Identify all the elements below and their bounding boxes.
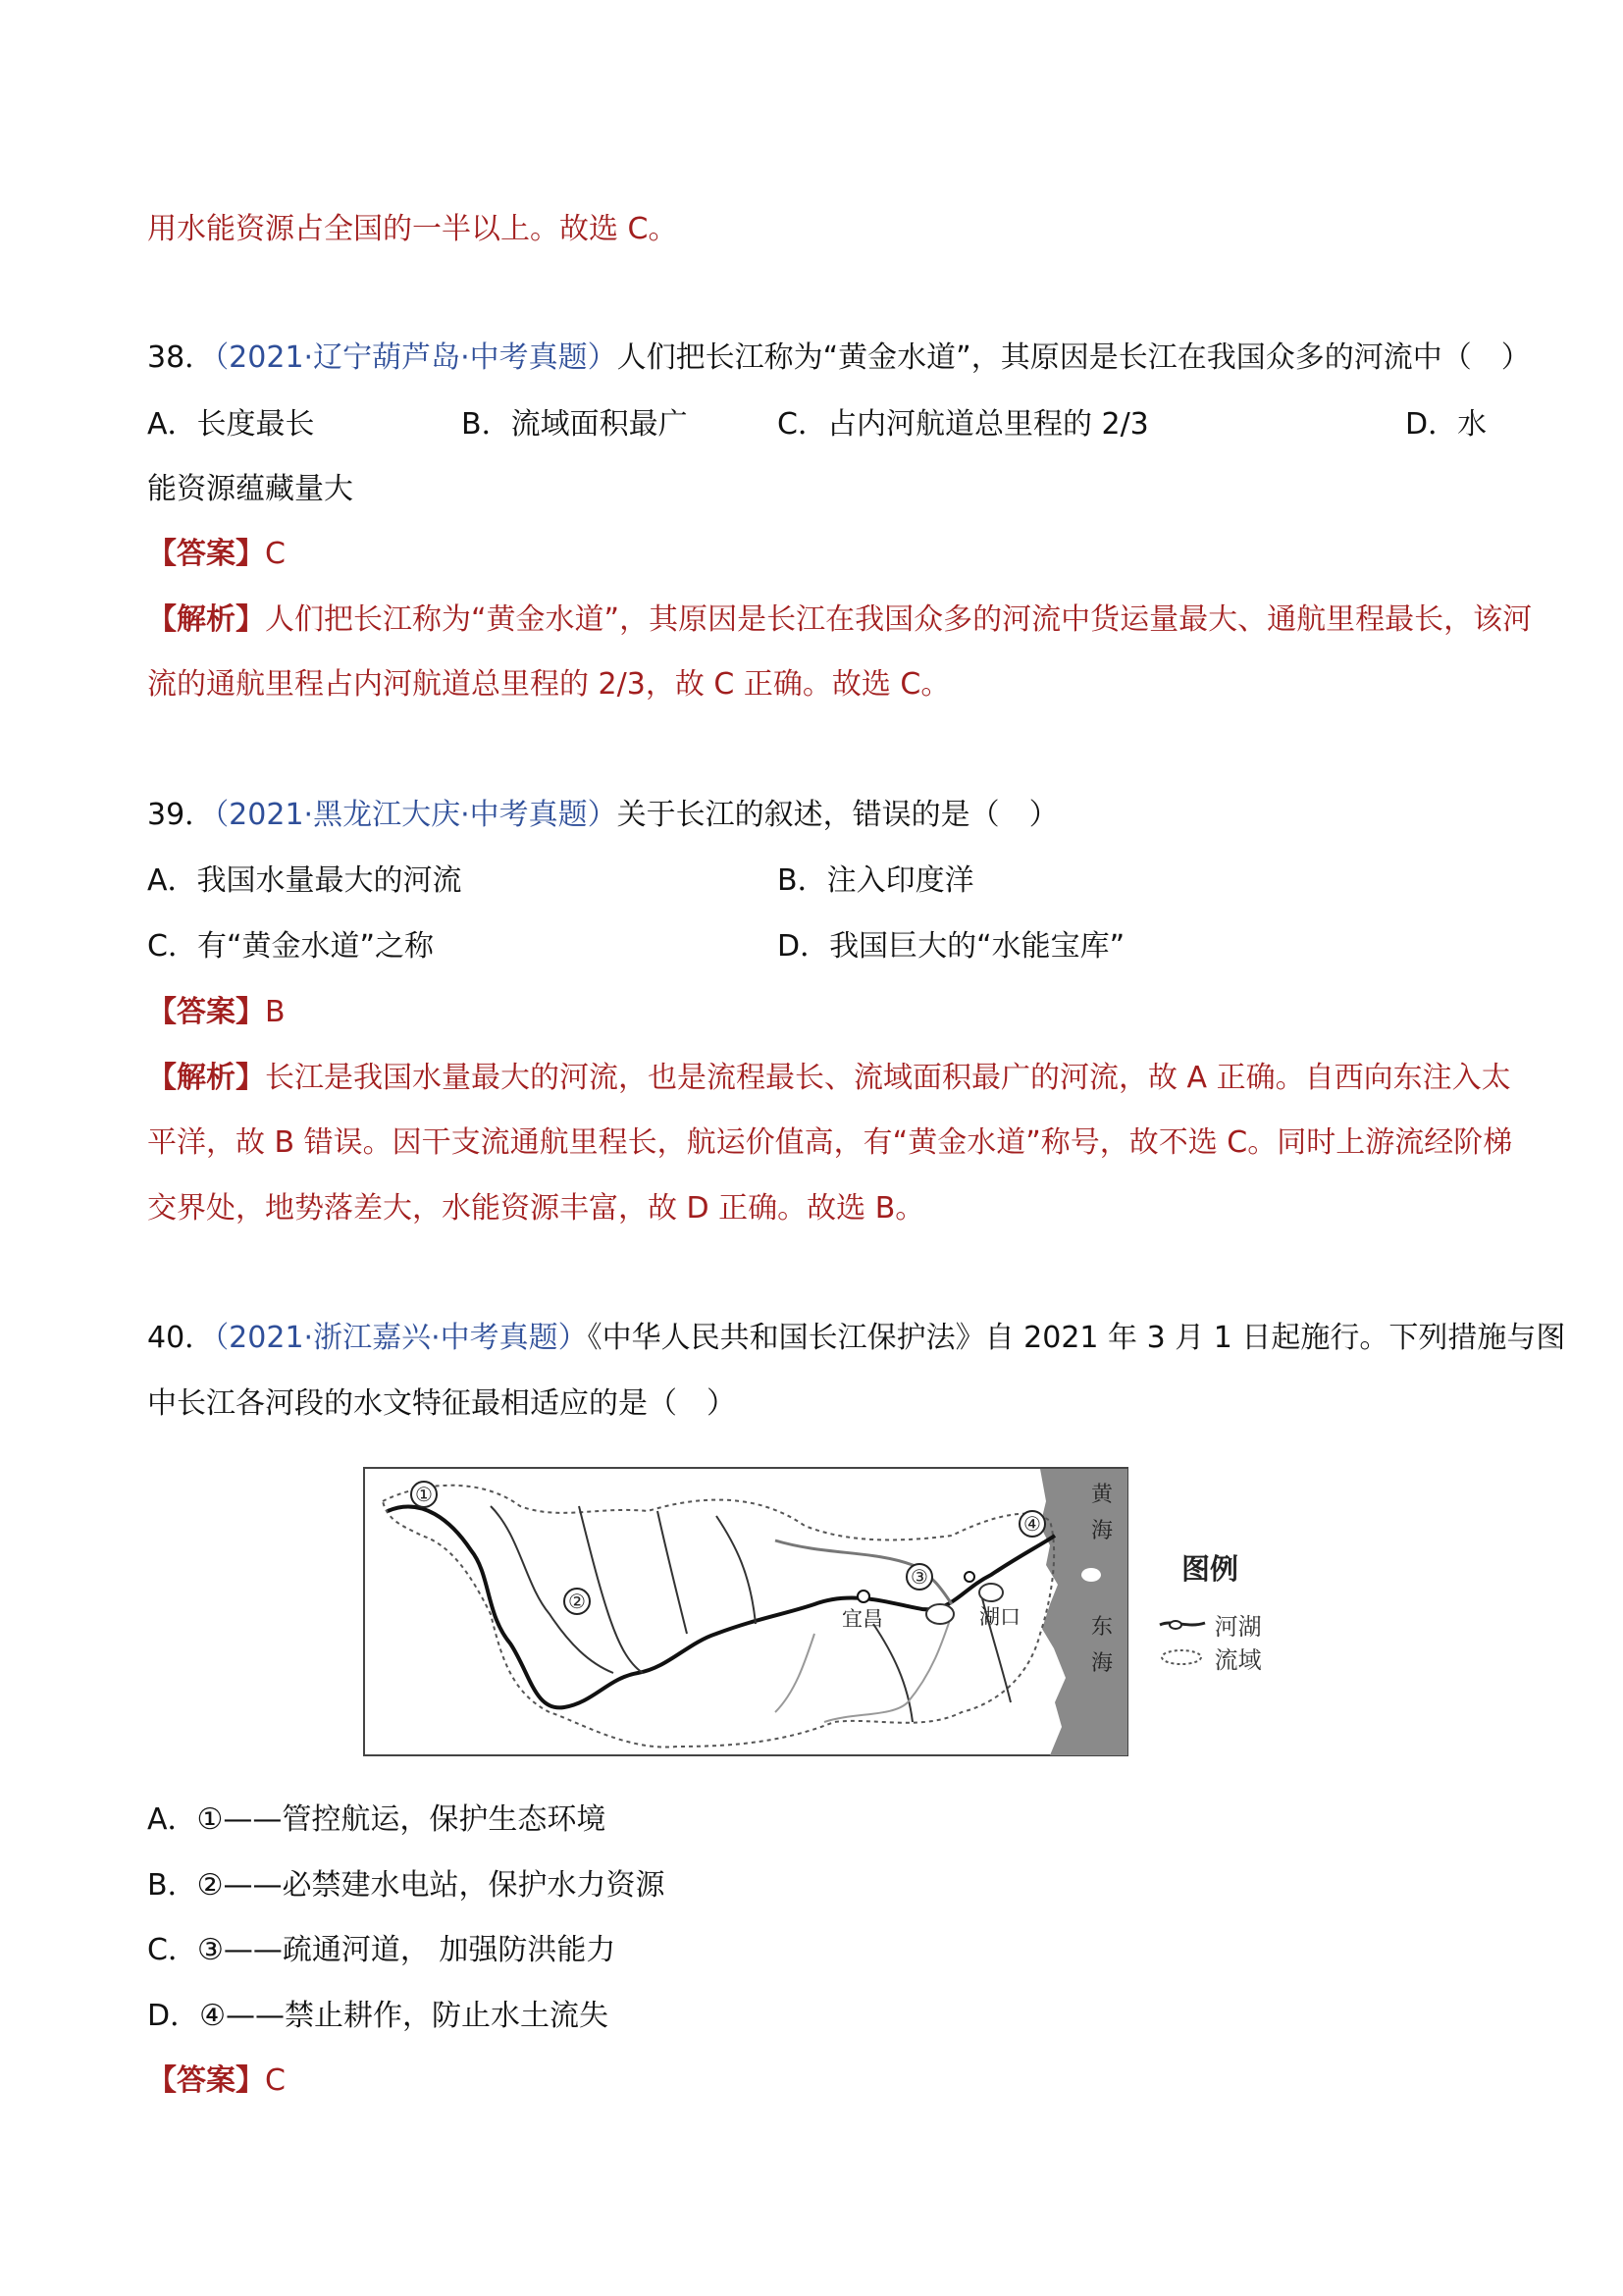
prev-analysis-continuation: 用水能资源占全国的一半以上。故选 C。 [147, 212, 678, 246]
q38-option-d: D．水 [1405, 407, 1488, 442]
q38-option-c: C．占内河航道总里程的 2/3 [777, 407, 1149, 442]
q40-option-d: D．④——禁止耕作，防止水土流失 [147, 1999, 608, 2033]
q39-analysis-line2: 平洋，故 B 错误。因干支流通航里程长，航运价值高，有“黄金水道”称号，故不选 C。同时上游流经阶梯 [147, 1125, 1513, 1160]
analysis-tag: 【解析】 [147, 1061, 265, 1095]
q38-analysis-line1 [147, 599, 1532, 642]
q40-option-a: A．①——管控航运，保护生态环境 [147, 1802, 606, 1837]
river-legend-icon [1158, 1613, 1207, 1635]
q38-stem-line [147, 337, 1531, 380]
q39-option-a: A．我国水量最大的河流 [147, 863, 462, 898]
label-hukou: 湖口 [979, 1605, 1021, 1629]
yangtze-river-map [363, 1467, 1128, 1756]
q39-option-b: B．注入印度洋 [777, 863, 974, 898]
basin-legend-icon [1158, 1646, 1207, 1668]
q39-stem-line [147, 794, 1059, 837]
q40-stem-line2: 中长江各河段的水文特征最相适应的是（ ） [147, 1386, 736, 1421]
q38-answer [147, 533, 286, 576]
q39-stem: 关于长江的叙述，错误的是（ ） [616, 798, 1059, 832]
q40-answer [147, 2060, 286, 2103]
q40-number: 40． [147, 1321, 215, 1355]
q39-option-c: C．有“黄金水道”之称 [147, 929, 435, 964]
q39-analysis-text1: 长江是我国水量最大的河流，也是流程最长、流域面积最广的河流，故 A 正确。自西向东注入太 [265, 1061, 1511, 1095]
q38-analysis-line2: 流的通航里程占内河航道总里程的 2/3，故 C 正确。故选 C。 [147, 667, 951, 702]
analysis-tag: 【解析】 [147, 602, 265, 637]
dongting-lake [926, 1604, 954, 1624]
q38-stem: 人们把长江称为“黄金水道”，其原因是长江在我国众多的河流中（ ） [616, 340, 1531, 375]
q38-number: 38． [147, 340, 215, 375]
q39-option-d: D．我国巨大的“水能宝库” [777, 929, 1126, 964]
marker-4: ④ [1023, 1512, 1041, 1536]
legend-basin-label: 流域 [1214, 1646, 1262, 1674]
yangtze-map-svg [363, 1467, 1128, 1756]
yichang-point [858, 1591, 869, 1602]
q39-number: 39． [147, 798, 215, 832]
legend-basin-row [1158, 1641, 1262, 1675]
q38-source: （2021·辽宁葫芦岛·中考真题） [214, 340, 617, 375]
q38-option-a: A．长度最长 [147, 407, 315, 442]
answer-value: C [265, 537, 286, 571]
q40-stem1: 《中华人民共和国长江保护法》自 2021 年 3 月 1 日起施行。下列措施与图 [587, 1321, 1566, 1355]
marker-2: ② [568, 1590, 586, 1613]
label-dong: 东 [1091, 1615, 1114, 1640]
answer-tag: 【答案】 [147, 2063, 265, 2098]
label-huang: 黄 [1091, 1483, 1114, 1507]
q40-stem-line1 [147, 1317, 1565, 1360]
q39-answer [147, 991, 286, 1034]
legend-river-label: 河湖 [1214, 1613, 1262, 1641]
label-hai-east: 海 [1091, 1651, 1114, 1676]
answer-tag: 【答案】 [147, 995, 265, 1029]
label-yichang: 宜昌 [842, 1607, 883, 1631]
q38-option-b: B．流域面积最广 [461, 407, 688, 442]
q39-source: （2021·黑龙江大庆·中考真题） [214, 798, 617, 832]
island [1081, 1568, 1101, 1582]
q38-analysis-text1: 人们把长江称为“黄金水道”，其原因是长江在我国众多的河流中货运量最大、通航里程最长，该河 [265, 602, 1533, 637]
marker-3: ③ [911, 1565, 928, 1589]
q40-source: （2021·浙江嘉兴·中考真题） [214, 1321, 588, 1355]
q38-option-d-continued: 能资源蕴藏量大 [147, 472, 353, 506]
answer-value: C [265, 2063, 286, 2098]
label-hai-yellow: 海 [1091, 1519, 1114, 1543]
marker-1: ① [415, 1483, 433, 1506]
answer-tag: 【答案】 [147, 537, 265, 571]
q39-analysis-line3: 交界处，地势落差大，水能资源丰富，故 D 正确。故选 B。 [147, 1191, 925, 1226]
q40-option-b: B．②——必禁建水电站，保护水力资源 [147, 1868, 665, 1903]
answer-value: B [265, 995, 286, 1029]
hukou-point [965, 1572, 974, 1582]
q40-option-c: C．③——疏通河道， 加强防洪能力 [147, 1933, 616, 1967]
q39-analysis-line1 [147, 1057, 1511, 1100]
poyang-lake [979, 1584, 1003, 1601]
legend-river-row [1158, 1607, 1262, 1642]
legend-title: 图例 [1181, 1552, 1239, 1586]
